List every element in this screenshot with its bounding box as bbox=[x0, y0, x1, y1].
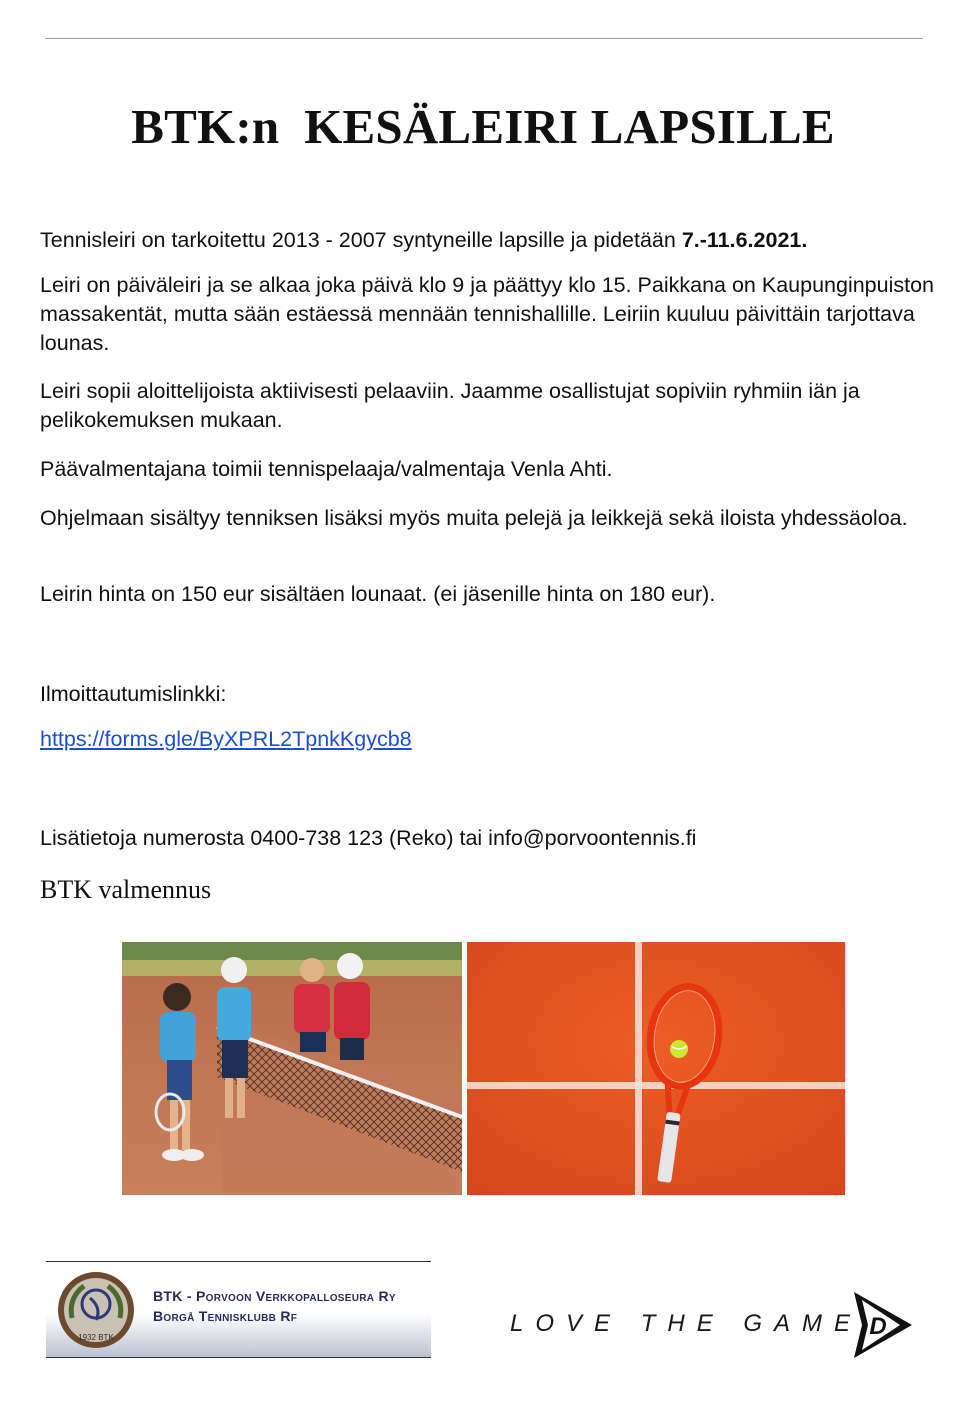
dates-bold: 7.-11.6.2021. bbox=[681, 228, 808, 252]
club-emblem-icon bbox=[54, 1268, 139, 1353]
paragraph-groups: Leiri sopii aloittelijoista aktiivisesti pelaaviin. Jaamme osallistujat sopiviin ryhmiin iän ja pelikokemuksen mukaan. bbox=[40, 379, 860, 432]
paragraph-dates bbox=[40, 226, 940, 255]
signature: BTK valmennus bbox=[40, 875, 212, 904]
svg-text:1932 BTK: 1932 BTK bbox=[78, 1333, 114, 1342]
footer-rule-bottom bbox=[46, 1357, 431, 1358]
club-logo-banner bbox=[46, 1262, 431, 1357]
paragraph-price: Leirin hinta on 150 eur sisältäen lounaat. (ei jäsenille hinta on 180 eur). bbox=[40, 582, 716, 606]
club-name-swedish: Borgå Tennisklubb Rf bbox=[153, 1308, 298, 1324]
paragraph-program: Ohjelmaan sisältyy tenniksen lisäksi myös muita pelejä ja leikkejä sekä iloista yhdessäoloa. bbox=[40, 506, 908, 530]
page-title: BTK:n KESÄLEIRI LAPSILLE bbox=[131, 99, 835, 154]
top-divider bbox=[45, 38, 923, 39]
paragraph-schedule: Leiri on päiväleiri ja se alkaa joka päivä klo 9 ja päättyy klo 15. Paikkana on Kaupunginpuiston massakentät, mutta sään estäessä mennään tennishallille. Leiriin kuuluu päivittäin tarjottava lounas. bbox=[40, 273, 935, 355]
kids-tennis-photo bbox=[122, 942, 462, 1195]
dates-text: Tennisleiri on tarkoitettu 2013 - 2007 syntyneille lapsille ja pidetään bbox=[40, 228, 682, 252]
signup-link[interactable]: https://forms.gle/ByXPRL2TpnkKgycb8 bbox=[40, 727, 412, 751]
contact-info: Lisätietoja numerosta 0400-738 123 (Reko) tai info@porvoontennis.fi bbox=[40, 826, 697, 850]
club-name-finnish: BTK - Porvoon Verkkopalloseura Ry bbox=[153, 1288, 396, 1304]
dunlop-logo-icon bbox=[848, 1290, 916, 1360]
slogan: LOVE THE GAME bbox=[510, 1310, 863, 1337]
signup-label: Ilmoittautumislinkki: bbox=[40, 682, 227, 706]
racket-on-clay-photo bbox=[467, 942, 845, 1195]
paragraph-coach: Päävalmentajana toimii tennispelaaja/valmentaja Venla Ahti. bbox=[40, 457, 613, 481]
svg-text:D: D bbox=[869, 1313, 887, 1340]
